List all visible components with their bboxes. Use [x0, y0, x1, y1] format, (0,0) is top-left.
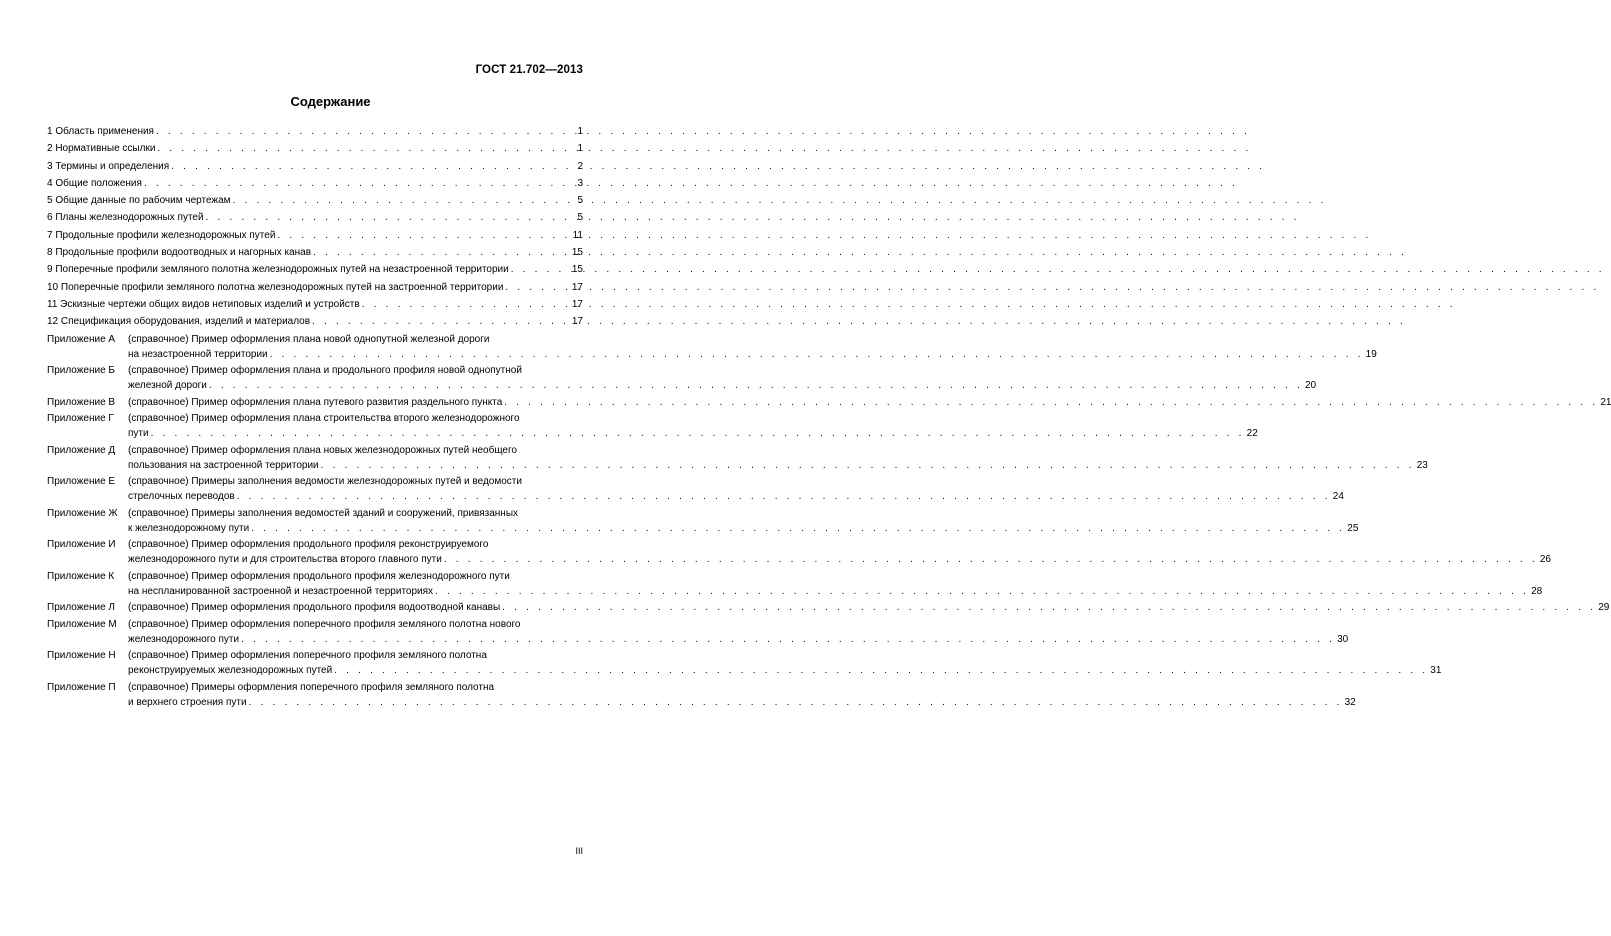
appendix-title-text: железнодорожного пути и для строительства второго главного пути [128, 554, 442, 566]
toc-entry-title: 2 Нормативные ссылки [47, 143, 156, 155]
toc-leader-dots [151, 426, 1245, 441]
appendix-page: 21 [1600, 396, 1611, 408]
toc-entry-title: 1 Область применения [47, 126, 154, 137]
appendix-title-last-line [128, 521, 1358, 536]
page-title: Содержание [290, 94, 371, 109]
toc-entry-title: 10 Поперечные профили земляного полотна железнодорожных путей на застроенной территории [47, 281, 504, 293]
toc-leader-dots [505, 279, 569, 296]
appendix-title-line: (справочное) Пример оформления плана новой однопутной железной дороги [128, 333, 490, 345]
appendix-title-line: (справочное) Пример оформления плана и продольного профиля новой однопутной [128, 365, 522, 377]
toc-entry-title: 8 Продольные профили водоотводных и нагорных канав [47, 247, 312, 259]
appendix-page: 24 [1332, 491, 1344, 503]
toc-leader-dots [156, 123, 575, 140]
appendix-title-last-line [128, 426, 1258, 441]
toc-leader-dots [251, 521, 1345, 536]
toc-entry-page: 1 [577, 126, 583, 137]
appendix-title-text: стрелочных переводов [128, 491, 235, 503]
toc-leader-dots [362, 296, 570, 313]
appendix-title-line: (справочное) Примеры оформления поперечного профиля земляного полотна [128, 681, 495, 693]
toc-entry[interactable] [47, 140, 583, 157]
appendix-page: 23 [1416, 459, 1428, 471]
appendix-title-line: (справочное) Пример оформления продольного профиля реконструируемого [128, 539, 489, 551]
appendix-title-line: (справочное) Пример оформления поперечного профиля земляного полотна нового [128, 618, 521, 630]
toc-appendix-entry[interactable] [47, 332, 1377, 362]
appendix-title-text: к железнодорожному пути [128, 522, 250, 534]
appendix-label: Приложение М [47, 618, 117, 630]
appendix-page: 31 [1430, 665, 1442, 677]
appendix-title-line: (справочное) Примеры заполнения ведомости железнодорожных путей и ведомости [128, 476, 522, 488]
appendix-title-text: пути [128, 428, 149, 440]
toc-leader-dots [502, 600, 1596, 615]
toc-leader-dots [270, 347, 1364, 362]
appendix-label: Приложение Л [47, 602, 115, 614]
appendix-title-last-line [128, 378, 1316, 393]
appendix-label: Приложение И [47, 539, 116, 551]
toc-leader-dots [435, 584, 1529, 599]
toc-appendices [47, 332, 1611, 710]
appendix-body [128, 680, 1356, 710]
appendix-body [128, 617, 1348, 647]
toc-leader-dots [157, 140, 575, 157]
appendix-title-last-line [128, 489, 1344, 504]
appendix-label: Приложение В [47, 396, 116, 408]
appendix-body [128, 648, 1441, 678]
appendix-title-text: пользования на застроенной территории [128, 459, 319, 471]
toc-entry[interactable] [47, 261, 583, 278]
toc-leader-dots [444, 552, 1538, 567]
appendix-label: Приложение Е [47, 476, 116, 488]
appendix-body [128, 363, 1316, 393]
appendix-body [128, 569, 1542, 599]
appendix-label: Приложение Б [47, 365, 115, 377]
toc-entry-page: 5 [577, 212, 583, 224]
toc-appendix-entry[interactable] [47, 443, 1428, 473]
appendix-title-text: железнодорожного пути [128, 633, 240, 645]
appendix-title-text: (справочное) Пример оформления плана путевого развития раздельного пункта [128, 396, 503, 408]
toc-leader-dots [277, 227, 570, 244]
appendix-title-text: на неспланированной застроенной и незастроенной территориях [128, 585, 434, 597]
toc-leader-dots [233, 192, 576, 209]
toc-entry-page: 3 [577, 177, 583, 189]
toc-entry-title: 12 Спецификация оборудования, изделий и материалов [47, 316, 311, 328]
appendix-body [128, 443, 1428, 473]
appendix-page: 28 [1531, 585, 1543, 597]
appendix-title-last-line [128, 395, 1611, 410]
appendix-title-text: железной дороги [128, 380, 207, 392]
appendix-label: Приложение К [47, 570, 115, 582]
toc-appendix-entry[interactable] [47, 363, 1317, 393]
appendix-label: Приложение Д [47, 444, 116, 456]
toc-entry-title: 7 Продольные профили железнодорожных путей [47, 229, 276, 241]
appendix-body [128, 332, 1377, 362]
appendix-page: 20 [1304, 380, 1317, 392]
appendix-title-last-line [128, 584, 1542, 599]
toc-entry[interactable] [47, 227, 583, 244]
appendix-title-text: реконструируемых железнодорожных путей [128, 665, 333, 677]
appendix-title-last-line [128, 458, 1428, 473]
toc-entry-title: 6 Планы железнодорожных путей [47, 212, 204, 224]
toc-leader-dots [334, 663, 1428, 678]
appendix-title-last-line [128, 632, 1348, 647]
toc-entry[interactable] [47, 192, 583, 209]
toc-entry-title: 4 Общие положения [47, 177, 142, 189]
toc-appendix-entry[interactable] [47, 648, 1442, 678]
toc-entry-page: 17 [571, 298, 583, 310]
appendix-title-line: (справочное) Пример оформления продольного профиля железнодорожного пути [128, 570, 510, 582]
toc-leader-dots [312, 313, 570, 330]
toc-entry[interactable] [47, 279, 583, 296]
appendix-page: 22 [1246, 428, 1258, 440]
appendix-page: 25 [1347, 522, 1359, 534]
toc-entry[interactable] [47, 158, 583, 175]
appendix-body [128, 474, 1344, 504]
appendix-title-last-line [128, 552, 1551, 567]
appendix-page: 30 [1337, 633, 1349, 645]
appendix-body [128, 600, 1609, 615]
toc-sections [47, 123, 583, 331]
appendix-body [128, 537, 1551, 567]
toc-entry-page: 15 [571, 247, 583, 259]
appendix-title-last-line [128, 347, 1377, 362]
appendix-title-line: (справочное) Примеры заполнения ведомостей зданий и сооружений, привязанных [128, 507, 519, 519]
toc-entry-page: 17 [571, 316, 583, 328]
toc-leader-dots [171, 158, 575, 175]
page-number: III [575, 846, 583, 856]
toc-leader-dots [237, 489, 1331, 504]
appendix-title-line: (справочное) Пример оформления поперечного профиля земляного полотна [128, 650, 487, 662]
toc-entry-page: 11 [572, 229, 583, 241]
toc-entry[interactable] [47, 123, 583, 140]
toc-entry-title: 5 Общие данные по рабочим чертежам [47, 195, 231, 207]
toc-leader-dots [241, 632, 1335, 647]
toc-appendix-entry[interactable] [47, 569, 1543, 599]
toc-entry-page: 5 [577, 195, 583, 207]
toc-entry[interactable] [47, 209, 583, 226]
appendix-title-line: (справочное) Пример оформления плана строительства второго железнодорожного [128, 413, 520, 425]
appendix-title-text: (справочное) Пример оформления продольного профиля водоотводной канавы [128, 602, 501, 614]
toc-leader-dots [511, 261, 570, 278]
toc-leader-dots [206, 209, 576, 226]
toc-entry[interactable] [47, 244, 583, 261]
toc-entry-title: 9 Поперечные профили земляного полотна железнодорожных путей на незастроенной территории [47, 264, 509, 276]
appendix-title-last-line [128, 663, 1441, 678]
appendix-title-text: и верхнего строения пути [128, 696, 247, 708]
appendix-body [128, 395, 1611, 410]
appendix-title-text: на незастроенной территории [128, 348, 268, 360]
toc-appendix-entry[interactable] [47, 474, 1344, 504]
toc-entry[interactable] [47, 175, 583, 192]
toc-entry-page: 17 [571, 281, 583, 293]
appendix-label: Приложение П [47, 681, 116, 693]
toc-entry-page: 15 [571, 264, 583, 276]
toc-appendix-entry[interactable] [47, 617, 1349, 647]
toc-entry-title: 3 Термины и определения [47, 160, 170, 172]
appendix-page: 32 [1344, 696, 1356, 708]
appendix-title-line: (справочное) Пример оформления плана новых железнодорожных путей необщего [128, 444, 517, 456]
toc-appendix-entry[interactable] [47, 537, 1551, 567]
appendix-body [128, 411, 1258, 441]
toc-appendix-entry[interactable] [47, 395, 1611, 410]
appendix-page: 26 [1539, 554, 1551, 566]
appendix-label: Приложение Ж [47, 507, 118, 519]
toc-entry[interactable] [47, 296, 583, 313]
toc-entry[interactable] [47, 313, 583, 330]
toc-leader-dots [249, 695, 1343, 710]
toc-appendix-entry[interactable] [47, 600, 1610, 615]
appendix-label: Приложение Г [47, 413, 114, 425]
standard-number: ГОСТ 21.702—2013 [475, 64, 583, 76]
toc-entry-page: 1 [577, 143, 583, 155]
toc-entry-page: 2 [577, 160, 583, 172]
appendix-body [128, 506, 1358, 536]
toc-appendix-entry[interactable] [47, 411, 1258, 441]
appendix-page: 19 [1365, 348, 1377, 360]
appendix-title-last-line [128, 600, 1609, 615]
toc-appendix-entry[interactable] [47, 680, 1356, 710]
toc-leader-dots [504, 395, 1598, 410]
appendix-label: Приложение А [47, 333, 116, 345]
toc-leader-dots [313, 244, 570, 261]
appendix-label: Приложение Н [47, 650, 116, 662]
table-of-contents [47, 123, 1611, 711]
toc-entry-title: 11 Эскизные чертежи общих видов нетиповых изделий и устройств [47, 298, 360, 310]
toc-leader-dots [209, 378, 1303, 393]
appendix-page: 29 [1598, 602, 1610, 614]
toc-leader-dots [144, 175, 576, 192]
toc-appendix-entry[interactable] [47, 506, 1359, 536]
toc-leader-dots [321, 458, 1415, 473]
appendix-title-last-line [128, 695, 1356, 710]
